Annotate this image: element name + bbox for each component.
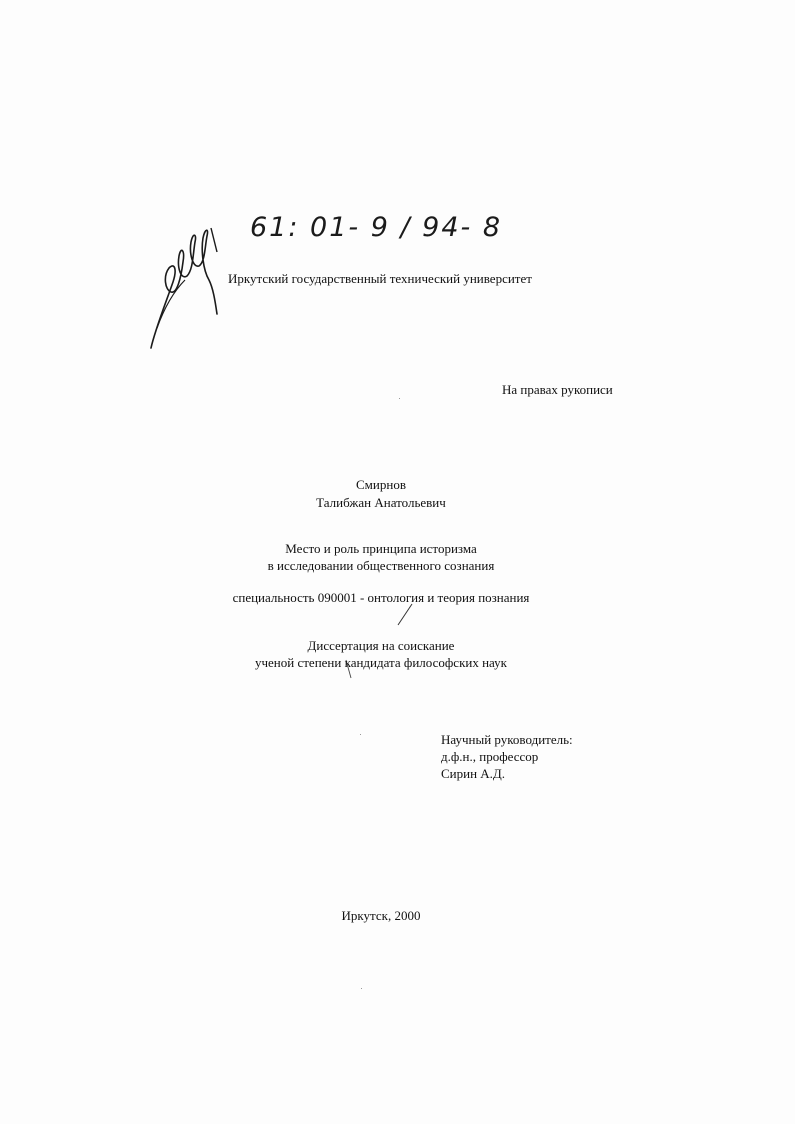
author-surname: Смирнов — [356, 477, 406, 492]
dissertation-title-line2: в исследовании общественного сознания — [267, 558, 495, 573]
specialty-line: специальность 090001 - онтология и теория познания — [232, 590, 530, 605]
place-and-year: Иркутск, 2000 — [341, 908, 421, 923]
degree-line1: Диссертация на соискание — [307, 638, 455, 653]
signature-icon — [145, 210, 225, 360]
author-given-names: Талибжан Анатольевич — [316, 495, 446, 510]
dissertation-title-line1: Место и роль принципа историзма — [285, 541, 477, 556]
supervisor-name: Сирин А.Д. — [441, 766, 506, 781]
supervisor-degree: д.ф.н., профессор — [441, 749, 539, 764]
supervisor-label: Научный руководитель: — [441, 732, 573, 747]
degree-line2: ученой степени кандидата философских наук — [255, 655, 507, 670]
manuscript-rights-note: На правах рукописи — [502, 382, 613, 397]
university-name: Иркутский государственный технический университет — [228, 271, 532, 286]
scan-speck — [361, 988, 362, 989]
scan-speck — [360, 734, 361, 735]
scan-speck — [399, 398, 400, 399]
archive-number-handwritten: 61: 01- 9 / 94- 8 — [250, 212, 503, 243]
